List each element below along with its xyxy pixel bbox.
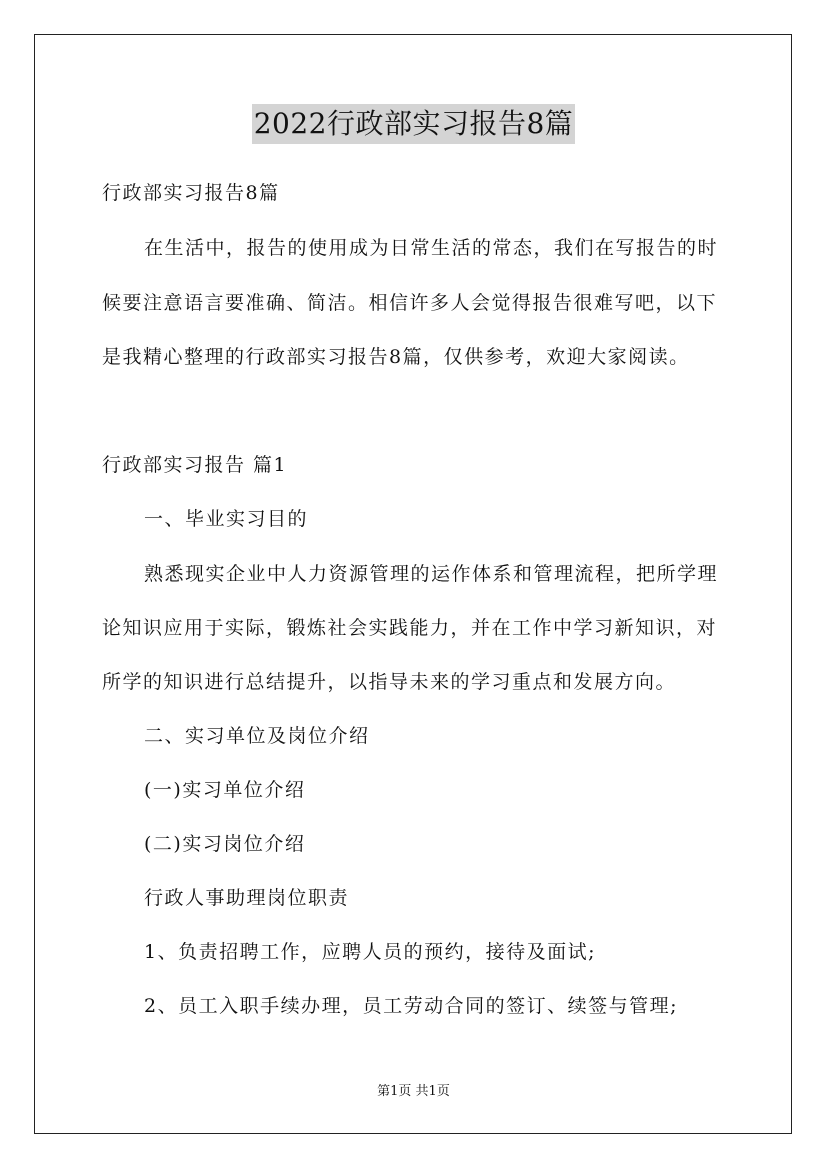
duty-1: 1、负责招聘工作，应聘人员的预约，接待及面试;: [144, 941, 596, 963]
intro-line-1: 在生活中，报告的使用成为日常生活的常态，我们在写报告的时: [144, 237, 719, 259]
intro-line-2: 候要注意语言要准确、简洁。相信许多人会觉得报告很难写吧，以下: [102, 292, 718, 314]
item-1-body-line-1: 熟悉现实企业中人力资源管理的运作体系和管理流程，把所学理: [144, 563, 719, 585]
document-subtitle: 行政部实习报告8篇: [102, 182, 280, 204]
document-title: 2022行政部实习报告8篇: [252, 104, 576, 144]
item-1-body-line-2: 论知识应用于实际，锻炼社会实践能力，并在工作中学习新知识，对: [102, 617, 718, 639]
sub-heading-1: (一)实习单位介绍: [144, 779, 306, 801]
duties-heading: 行政人事助理岗位职责: [144, 887, 350, 909]
sub-heading-2: (二)实习岗位介绍: [144, 833, 306, 855]
item-1-heading: 一、毕业实习目的: [144, 508, 309, 530]
item-1-body-line-3: 所学的知识进行总结提升，以指导未来的学习重点和发展方向。: [102, 671, 677, 693]
page-footer: 第1页 共1页: [377, 1084, 450, 1099]
duty-2: 2、员工入职手续办理，员工劳动合同的签订、续签与管理;: [144, 995, 678, 1017]
intro-line-3: 是我精心整理的行政部实习报告8篇，仅供参考，欢迎大家阅读。: [102, 346, 690, 368]
item-2-heading: 二、实习单位及岗位介绍: [144, 725, 370, 747]
section-heading: 行政部实习报告 篇1: [102, 454, 288, 476]
title-container: [0, 104, 827, 144]
